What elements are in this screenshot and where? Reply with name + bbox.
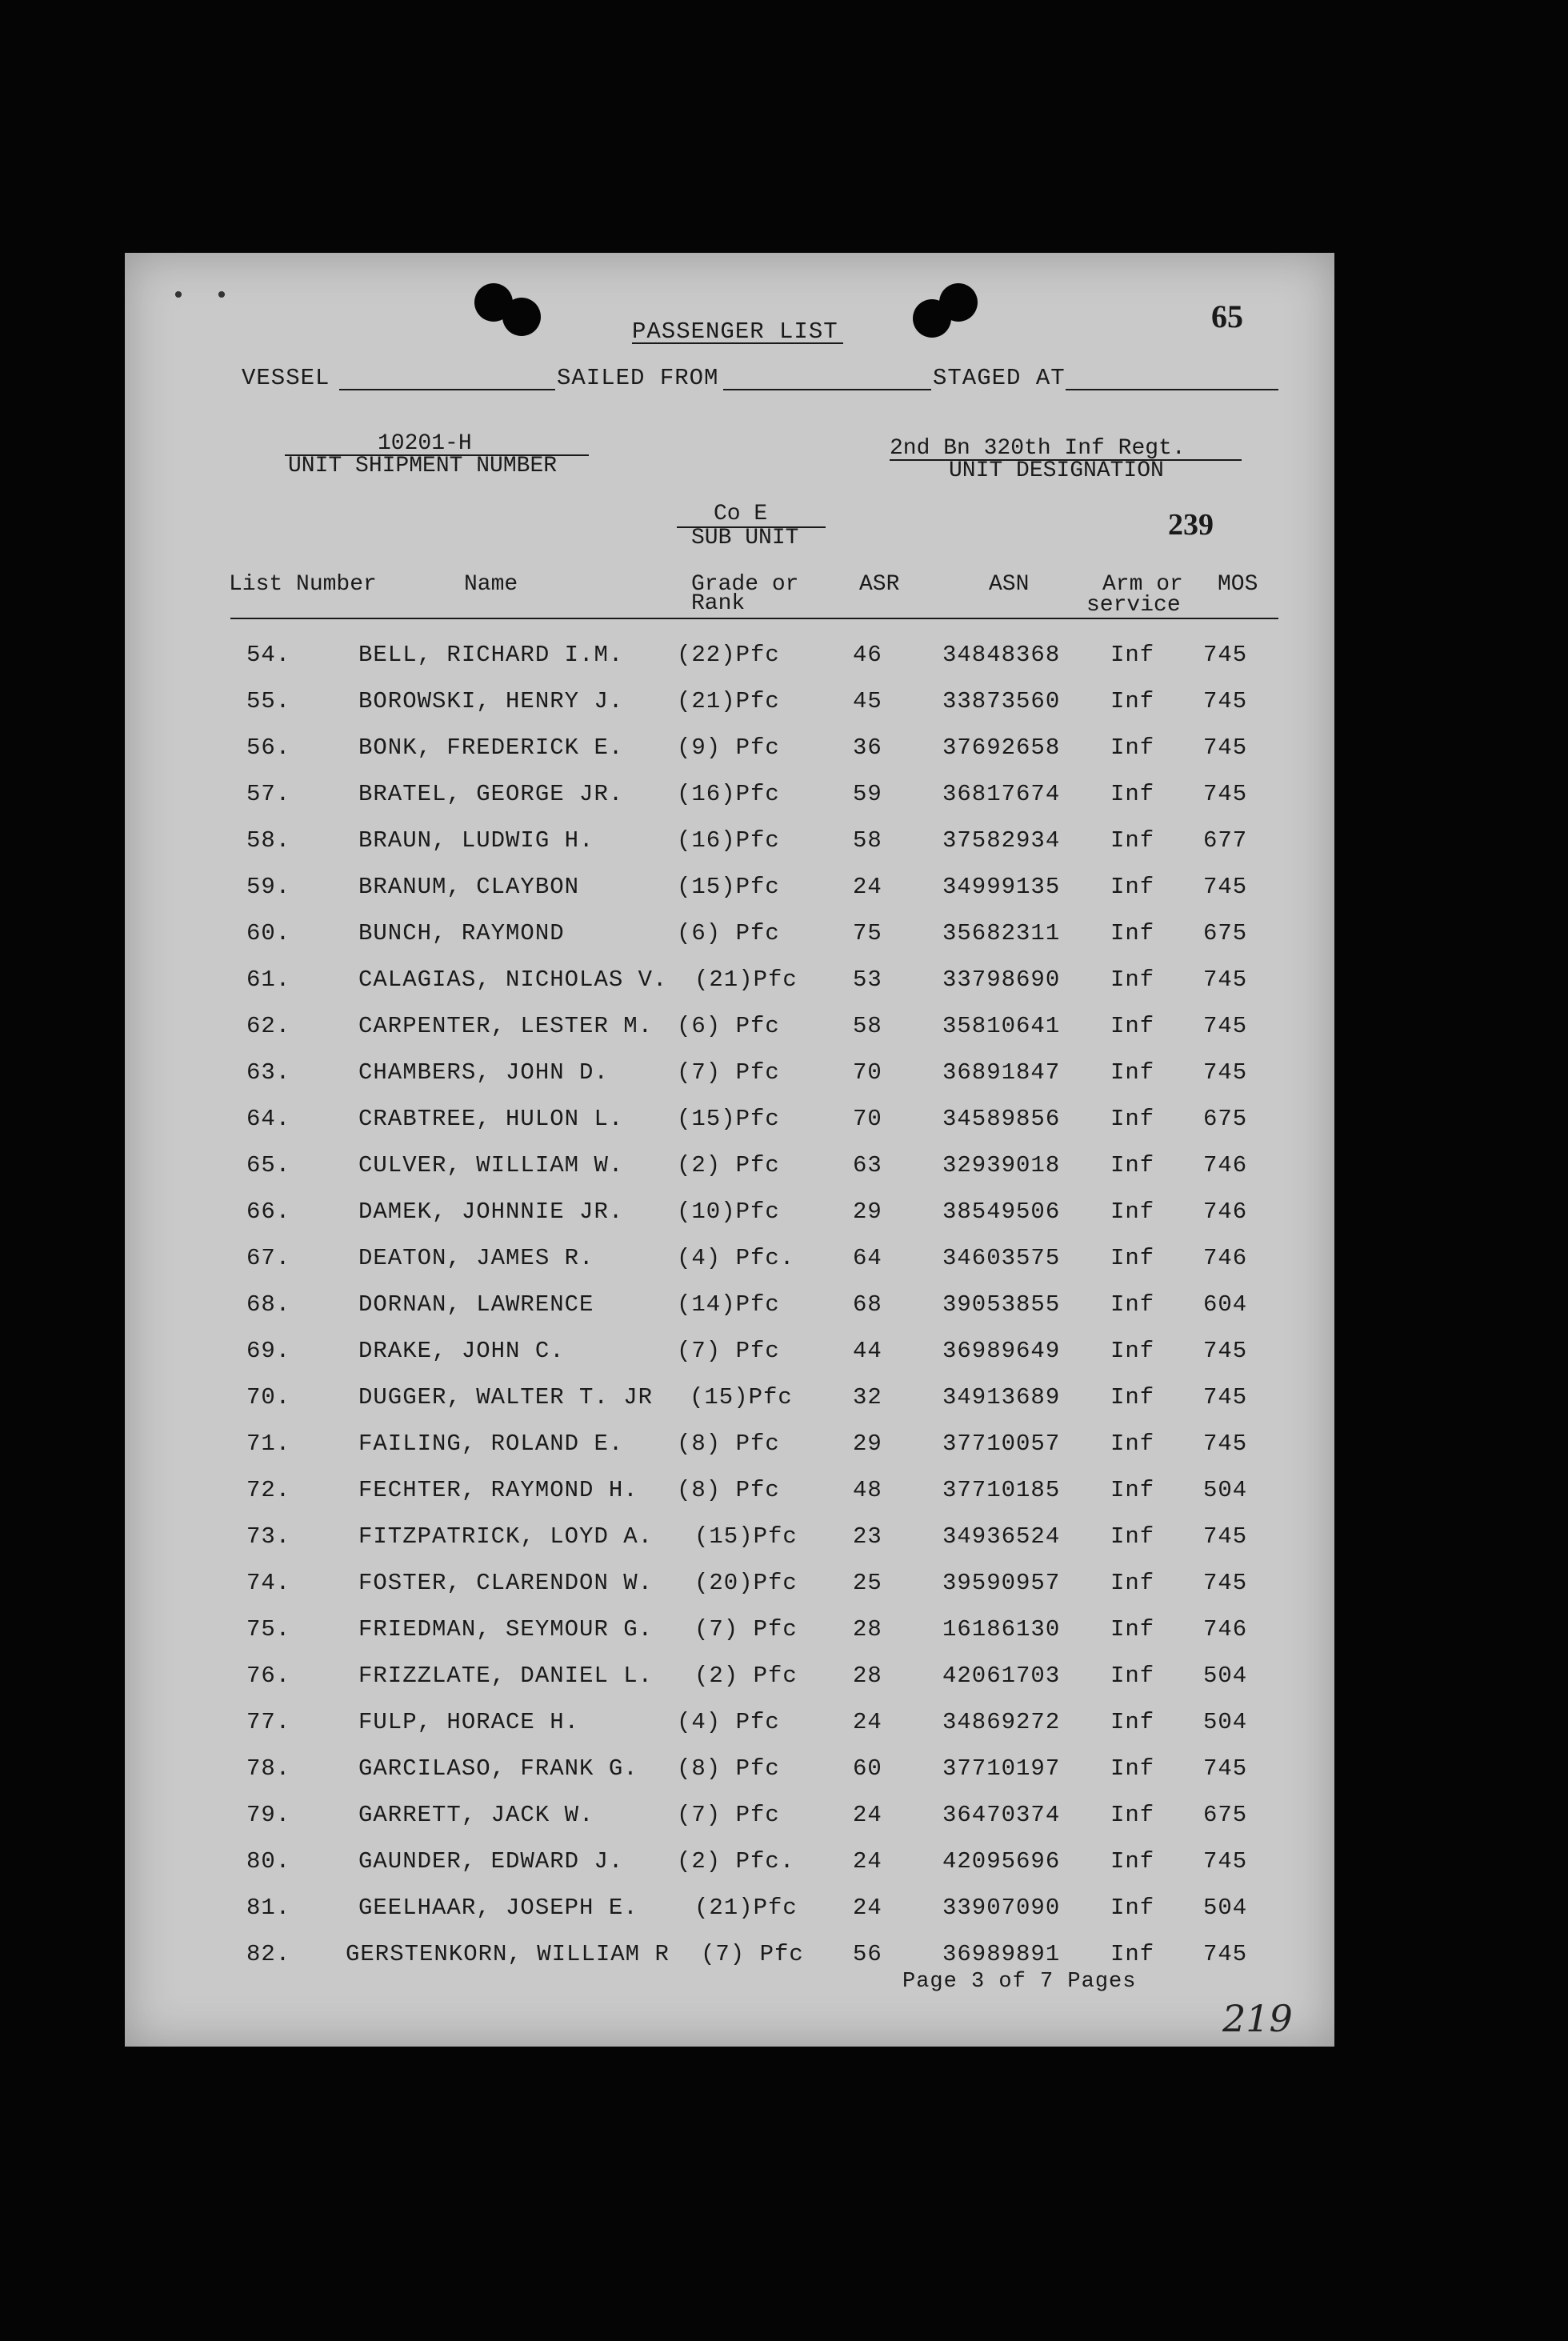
row-mos: 745 [1203,1941,1248,1967]
sailed-from-field [723,389,931,390]
row-asr: 24 [853,1802,882,1828]
row-arm: Inf [1110,1013,1155,1039]
row-asn: 33798690 [942,966,1061,993]
row-list-number: 66. [246,1199,291,1225]
row-asr: 58 [853,827,882,854]
row-asn: 34999135 [942,874,1061,900]
row-grade: (7) Pfc [701,1941,804,1967]
row-asn: 33873560 [942,688,1061,714]
row-arm: Inf [1110,966,1155,993]
row-asn: 34936524 [942,1523,1061,1550]
unit-designation-label: UNIT DESIGNATION [949,458,1164,483]
table-row [125,1802,1334,1848]
row-list-number: 76. [246,1663,291,1689]
table-row [125,1059,1334,1106]
header-asn: ASN [989,572,1030,597]
row-asr: 70 [853,1106,882,1132]
row-mos: 504 [1203,1663,1248,1689]
row-asn: 34848368 [942,642,1061,668]
row-name: BOROWSKI, HENRY J. [358,688,624,714]
row-mos: 745 [1203,1013,1248,1039]
row-name: CARPENTER, LESTER M. [358,1013,654,1039]
row-name: GERSTENKORN, WILLIAM R [346,1941,670,1967]
row-arm: Inf [1110,1570,1155,1596]
punch-hole-left-2 [502,298,541,336]
row-asn: 37710197 [942,1755,1061,1782]
row-list-number: 70. [246,1384,291,1411]
row-arm: Inf [1110,1477,1155,1503]
row-list-number: 54. [246,642,291,668]
row-asn: 37710057 [942,1431,1061,1457]
vessel-field [339,389,555,390]
row-asr: 45 [853,688,882,714]
table-row [125,1338,1334,1384]
row-asr: 24 [853,1895,882,1921]
row-list-number: 72. [246,1477,291,1503]
row-grade: (8) Pfc [677,1477,780,1503]
row-mos: 745 [1203,1523,1248,1550]
row-list-number: 63. [246,1059,291,1086]
row-grade: (16)Pfc [677,827,780,854]
punch-hole-right-2 [939,283,978,322]
row-list-number: 75. [246,1616,291,1643]
row-grade: (10)Pfc [677,1199,780,1225]
row-arm: Inf [1110,1338,1155,1364]
handwritten-number: 219 [1222,1997,1293,2040]
row-grade: (7) Pfc [694,1616,798,1643]
page-footer: Page 3 of 7 Pages [902,1970,1137,1994]
row-list-number: 56. [246,734,291,761]
table-row [125,1431,1334,1477]
row-grade: (7) Pfc [677,1338,780,1364]
row-grade: (8) Pfc [677,1431,780,1457]
header-arm: Arm or [1102,572,1183,597]
row-asr: 70 [853,1059,882,1086]
row-asn: 34913689 [942,1384,1061,1411]
row-arm: Inf [1110,874,1155,900]
row-mos: 745 [1203,1431,1248,1457]
row-asn: 34603575 [942,1245,1061,1271]
row-list-number: 78. [246,1755,291,1782]
row-mos: 745 [1203,1570,1248,1596]
row-name: FAILING, ROLAND E. [358,1431,624,1457]
row-asn: 33907090 [942,1895,1061,1921]
row-list-number: 74. [246,1570,291,1596]
row-mos: 746 [1203,1199,1248,1225]
table-row [125,1755,1334,1802]
stamp-number: 239 [1168,508,1214,542]
row-list-number: 69. [246,1338,291,1364]
row-mos: 675 [1203,1802,1248,1828]
row-mos: 746 [1203,1152,1248,1179]
row-name: GAUNDER, EDWARD J. [358,1848,624,1875]
row-mos: 745 [1203,874,1248,900]
row-grade: (14)Pfc [677,1291,780,1318]
row-list-number: 57. [246,781,291,807]
row-mos: 745 [1203,1338,1248,1364]
row-asn: 37710185 [942,1477,1061,1503]
row-asr: 24 [853,1848,882,1875]
row-list-number: 61. [246,966,291,993]
row-list-number: 82. [246,1941,291,1967]
unit-shipment-number-value: 10201-H [378,431,472,456]
row-name: CALAGIAS, NICHOLAS V. [358,966,668,993]
row-grade: (22)Pfc [677,642,780,668]
row-name: CULVER, WILLIAM W. [358,1152,624,1179]
row-name: FITZPATRICK, LOYD A. [358,1523,654,1550]
row-asr: 32 [853,1384,882,1411]
row-mos: 745 [1203,734,1248,761]
row-asr: 63 [853,1152,882,1179]
row-list-number: 79. [246,1802,291,1828]
row-asn: 36989891 [942,1941,1061,1967]
row-asr: 44 [853,1338,882,1364]
row-asn: 34869272 [942,1709,1061,1735]
row-arm: Inf [1110,642,1155,668]
table-row [125,1384,1334,1431]
row-asn: 16186130 [942,1616,1061,1643]
header-list-number: List Number [229,572,377,597]
row-name: FRIZZLATE, DANIEL L. [358,1663,654,1689]
row-grade: (7) Pfc [677,1059,780,1086]
row-list-number: 59. [246,874,291,900]
row-name: BONK, FREDERICK E. [358,734,624,761]
row-name: FRIEDMAN, SEYMOUR G. [358,1616,654,1643]
header-name: Name [464,572,518,597]
header-rank: Rank [691,591,746,616]
table-row [125,1245,1334,1291]
table-row [125,688,1334,734]
row-name: GEELHAAR, JOSEPH E. [358,1895,638,1921]
staged-at-field [1066,389,1278,390]
row-arm: Inf [1110,1709,1155,1735]
row-arm: Inf [1110,1755,1155,1782]
row-asn: 37692658 [942,734,1061,761]
row-mos: 745 [1203,642,1248,668]
table-row [125,1895,1334,1941]
row-name: BUNCH, RAYMOND [358,920,565,946]
table-row [125,1941,1334,1987]
row-mos: 675 [1203,920,1248,946]
table-row [125,827,1334,874]
row-name: BRAUN, LUDWIG H. [358,827,594,854]
row-arm: Inf [1110,1152,1155,1179]
table-row [125,1616,1334,1663]
row-asr: 29 [853,1431,882,1457]
row-mos: 745 [1203,781,1248,807]
row-name: BRATEL, GEORGE JR. [358,781,624,807]
unit-shipment-number-label: UNIT SHIPMENT NUMBER [288,454,558,478]
row-asr: 53 [853,966,882,993]
row-arm: Inf [1110,1106,1155,1132]
row-mos: 675 [1203,1106,1248,1132]
header-rule [230,618,1278,619]
row-asr: 28 [853,1663,882,1689]
row-arm: Inf [1110,1663,1155,1689]
sub-unit-value: Co E [714,502,768,526]
row-arm: Inf [1110,920,1155,946]
row-arm: Inf [1110,1059,1155,1086]
table-row [125,642,1334,688]
sub-unit-label: SUB UNIT [691,526,799,550]
row-list-number: 81. [246,1895,291,1921]
row-name: BELL, RICHARD I.M. [358,642,624,668]
row-asn: 39053855 [942,1291,1061,1318]
table-row [125,1570,1334,1616]
row-mos: 677 [1203,827,1248,854]
row-name: DRAKE, JOHN C. [358,1338,565,1364]
row-asn: 32939018 [942,1152,1061,1179]
row-list-number: 60. [246,920,291,946]
row-grade: (4) Pfc [677,1709,780,1735]
row-list-number: 64. [246,1106,291,1132]
vessel-label: VESSEL [242,365,330,391]
row-name: FECHTER, RAYMOND H. [358,1477,638,1503]
row-grade: (7) Pfc [677,1802,780,1828]
sailed-from-label: SAILED FROM [557,365,719,391]
row-mos: 745 [1203,1059,1248,1086]
row-asr: 25 [853,1570,882,1596]
row-name: DORNAN, LAWRENCE [358,1291,594,1318]
row-grade: (21)Pfc [677,688,780,714]
row-name: GARCILASO, FRANK G. [358,1755,638,1782]
table-row [125,1663,1334,1709]
passenger-list-page [125,253,1334,2047]
row-mos: 746 [1203,1616,1248,1643]
row-asr: 58 [853,1013,882,1039]
row-grade: (15)Pfc [694,1523,798,1550]
table-row [125,1709,1334,1755]
row-asn: 39590957 [942,1570,1061,1596]
row-grade: (4) Pfc. [677,1245,795,1271]
row-asn: 36989649 [942,1338,1061,1364]
row-grade: (21)Pfc [694,1895,798,1921]
row-asr: 24 [853,1709,882,1735]
row-name: GARRETT, JACK W. [358,1802,594,1828]
row-arm: Inf [1110,1199,1155,1225]
row-arm: Inf [1110,734,1155,761]
row-name: FOSTER, CLARENDON W. [358,1570,654,1596]
row-arm: Inf [1110,1895,1155,1921]
row-mos: 745 [1203,1755,1248,1782]
row-mos: 745 [1203,688,1248,714]
row-mos: 745 [1203,1848,1248,1875]
row-asn: 38549506 [942,1199,1061,1225]
unit-designation-value: 2nd Bn 320th Inf Regt. [890,436,1186,461]
header-mos: MOS [1218,572,1258,597]
row-list-number: 67. [246,1245,291,1271]
row-asr: 60 [853,1755,882,1782]
row-asr: 59 [853,781,882,807]
table-row [125,1199,1334,1245]
row-arm: Inf [1110,688,1155,714]
row-grade: (21)Pfc [694,966,798,993]
row-asr: 75 [853,920,882,946]
row-list-number: 62. [246,1013,291,1039]
row-name: DUGGER, WALTER T. JR [358,1384,654,1411]
row-list-number: 58. [246,827,291,854]
header-grade: Grade or [691,572,799,597]
row-arm: Inf [1110,1245,1155,1271]
table-row [125,874,1334,920]
table-row [125,1291,1334,1338]
row-mos: 504 [1203,1895,1248,1921]
row-grade: (2) Pfc. [677,1848,795,1875]
row-asr: 56 [853,1941,882,1967]
table-row [125,920,1334,966]
row-arm: Inf [1110,1523,1155,1550]
row-name: BRANUM, CLAYBON [358,874,580,900]
row-arm: Inf [1110,1802,1155,1828]
header-asr: ASR [859,572,900,597]
row-asn: 42061703 [942,1663,1061,1689]
row-asn: 36817674 [942,781,1061,807]
row-name: FULP, HORACE H. [358,1709,580,1735]
row-list-number: 73. [246,1523,291,1550]
row-grade: (15)Pfc [677,1106,780,1132]
staged-at-label: STAGED AT [933,365,1066,391]
row-name: CHAMBERS, JOHN D. [358,1059,609,1086]
row-arm: Inf [1110,1848,1155,1875]
row-grade: (6) Pfc [677,1013,780,1039]
row-mos: 604 [1203,1291,1248,1318]
row-arm: Inf [1110,1616,1155,1643]
row-arm: Inf [1110,827,1155,854]
table-row [125,1848,1334,1895]
row-grade: (9) Pfc [677,734,780,761]
row-name: CRABTREE, HULON L. [358,1106,624,1132]
row-asr: 28 [853,1616,882,1643]
row-asr: 23 [853,1523,882,1550]
row-asn: 36470374 [942,1802,1061,1828]
row-asr: 46 [853,642,882,668]
row-list-number: 77. [246,1709,291,1735]
row-grade: (15)Pfc [677,874,780,900]
row-grade: (16)Pfc [677,781,780,807]
row-asn: 35810641 [942,1013,1061,1039]
title-underline [632,342,843,344]
table-row [125,1477,1334,1523]
row-asr: 48 [853,1477,882,1503]
row-grade: (2) Pfc [677,1152,780,1179]
row-arm: Inf [1110,1431,1155,1457]
margin-dots: • • [171,283,230,310]
table-row [125,1523,1334,1570]
row-mos: 504 [1203,1477,1248,1503]
table-row [125,781,1334,827]
row-list-number: 65. [246,1152,291,1179]
row-grade: (20)Pfc [694,1570,798,1596]
row-arm: Inf [1110,1384,1155,1411]
table-row [125,1106,1334,1152]
row-grade: (8) Pfc [677,1755,780,1782]
row-asr: 24 [853,874,882,900]
header-service: service [1086,593,1181,618]
table-row [125,734,1334,781]
row-mos: 746 [1203,1245,1248,1271]
row-mos: 745 [1203,1384,1248,1411]
table-row [125,1152,1334,1199]
row-arm: Inf [1110,1291,1155,1318]
row-name: DEATON, JAMES R. [358,1245,594,1271]
row-grade: (15)Pfc [690,1384,793,1411]
row-asr: 36 [853,734,882,761]
row-grade: (6) Pfc [677,920,780,946]
form-title: PASSENGER LIST [632,318,838,345]
row-list-number: 80. [246,1848,291,1875]
row-mos: 504 [1203,1709,1248,1735]
row-arm: Inf [1110,781,1155,807]
table-row [125,966,1334,1013]
row-asr: 64 [853,1245,882,1271]
row-list-number: 68. [246,1291,291,1318]
row-name: DAMEK, JOHNNIE JR. [358,1199,624,1225]
row-arm: Inf [1110,1941,1155,1967]
row-mos: 745 [1203,966,1248,993]
page-number: 65 [1211,298,1243,334]
row-list-number: 71. [246,1431,291,1457]
table-row [125,1013,1334,1059]
row-list-number: 55. [246,688,291,714]
row-asn: 35682311 [942,920,1061,946]
row-asn: 42095696 [942,1848,1061,1875]
row-asr: 68 [853,1291,882,1318]
row-asn: 37582934 [942,827,1061,854]
row-asr: 29 [853,1199,882,1225]
row-grade: (2) Pfc [694,1663,798,1689]
row-asn: 34589856 [942,1106,1061,1132]
row-asn: 36891847 [942,1059,1061,1086]
